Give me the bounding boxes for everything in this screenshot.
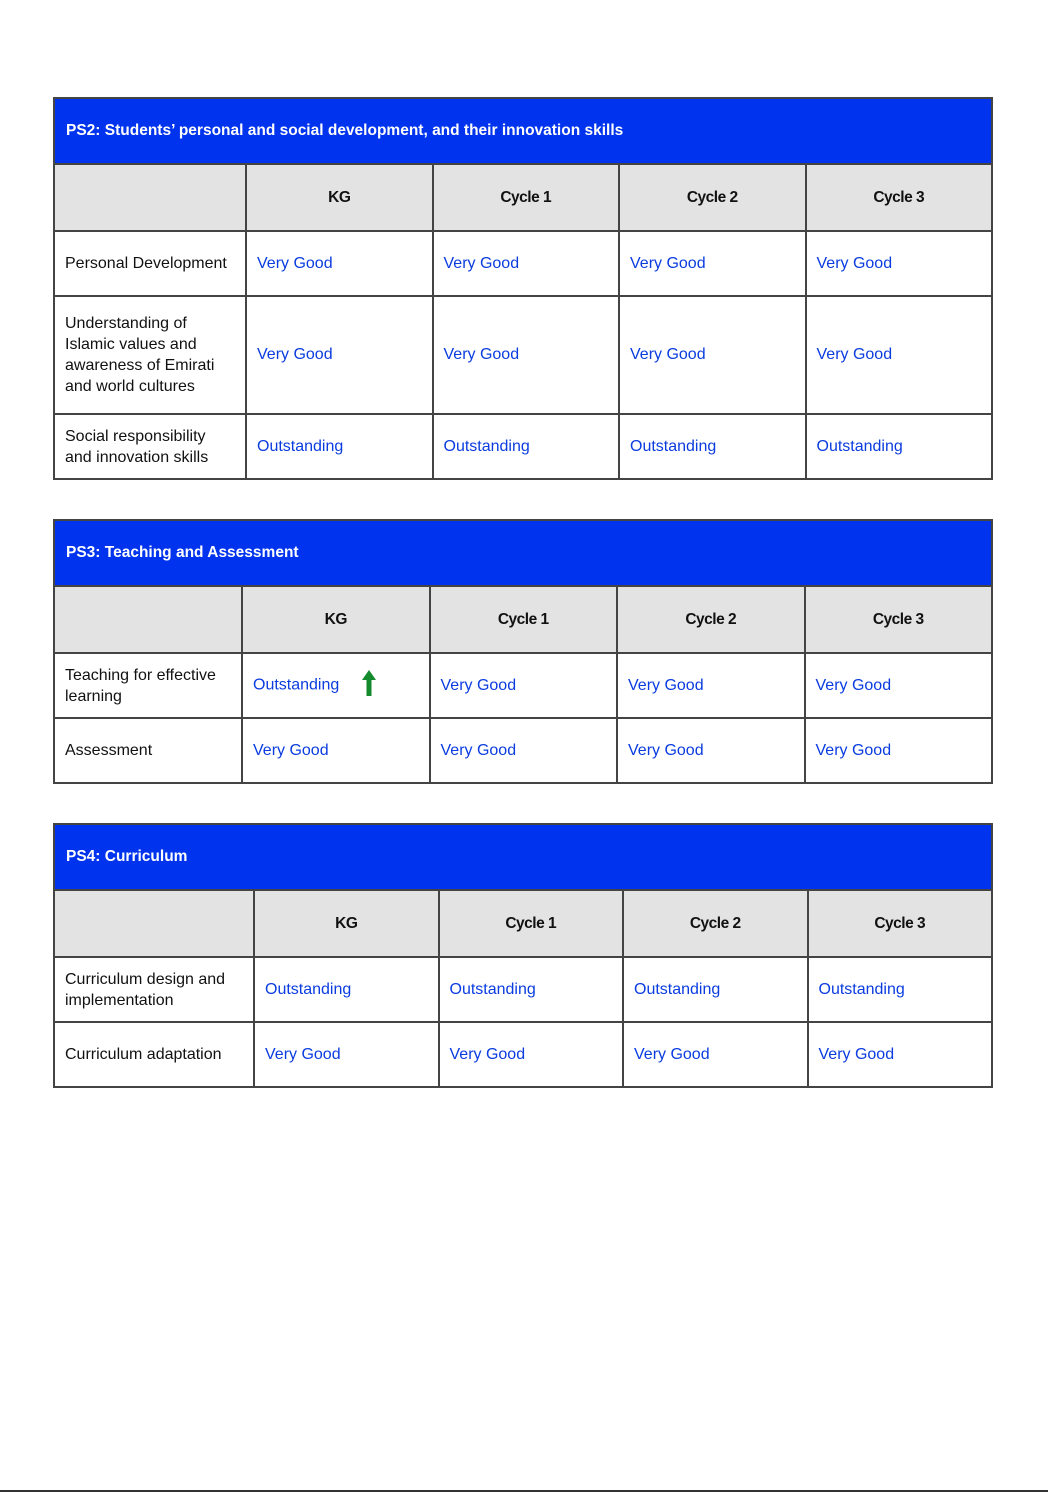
ps3-title: PS3: Teaching and Assessment <box>54 520 992 586</box>
rating-cell: Very Good <box>619 296 806 414</box>
rating-cell: Very Good <box>246 231 433 296</box>
row-label: Personal Development <box>54 231 246 296</box>
rating-cell: Very Good <box>805 653 993 718</box>
ps2-title: PS2: Students’ personal and social development, and their innovation skills <box>54 98 992 164</box>
ps4-title: PS4: Curriculum <box>54 824 992 890</box>
ps3-section <box>53 519 993 784</box>
rating-cell-with-arrow <box>242 653 430 718</box>
row-label: Assessment <box>54 718 242 783</box>
rating-cell: Very Good <box>242 718 430 783</box>
row-label: Social responsibility and innovation skills <box>54 414 246 479</box>
ps2-table <box>53 97 993 480</box>
rating-cell: Outstanding <box>623 957 808 1022</box>
rating-cell: Very Good <box>617 718 805 783</box>
rating-text: Outstanding <box>253 676 340 694</box>
rating-cell: Very Good <box>617 653 805 718</box>
ps4-section <box>53 823 993 1088</box>
ps3-corner <box>54 586 242 653</box>
ps4-corner <box>54 890 254 957</box>
rating-cell: Very Good <box>246 296 433 414</box>
rating-cell: Outstanding <box>246 414 433 479</box>
ps4-col-cycle3: Cycle 3 <box>808 890 993 957</box>
ps3-table <box>53 519 993 784</box>
ps4-table <box>53 823 993 1088</box>
rating-cell: Outstanding <box>619 414 806 479</box>
rating-cell: Outstanding <box>254 957 439 1022</box>
rating-cell: Very Good <box>623 1022 808 1087</box>
ps2-section <box>53 97 993 480</box>
table-row <box>54 414 992 479</box>
rating-cell: Outstanding <box>806 414 993 479</box>
row-label: Curriculum adaptation <box>54 1022 254 1087</box>
rating-cell: Outstanding <box>433 414 620 479</box>
rating-cell: Outstanding <box>808 957 993 1022</box>
table-row <box>54 957 992 1022</box>
ps2-corner <box>54 164 246 231</box>
row-label: Understanding of Islamic values and awareness of Emirati and world cultures <box>54 296 246 414</box>
ps2-col-kg: KG <box>246 164 433 231</box>
rating-cell: Very Good <box>808 1022 993 1087</box>
rating-cell: Very Good <box>806 296 993 414</box>
rating-cell: Very Good <box>619 231 806 296</box>
page-bottom-rule <box>0 1490 1048 1492</box>
table-row <box>54 1022 992 1087</box>
table-row <box>54 296 992 414</box>
row-label: Curriculum design and implementation <box>54 957 254 1022</box>
ps3-col-cycle1: Cycle 1 <box>430 586 618 653</box>
rating-cell: Very Good <box>430 718 618 783</box>
ps3-col-cycle2: Cycle 2 <box>617 586 805 653</box>
rating-cell: Very Good <box>433 231 620 296</box>
ps2-col-cycle2: Cycle 2 <box>619 164 806 231</box>
rating-cell: Outstanding <box>439 957 624 1022</box>
rating-cell: Very Good <box>805 718 993 783</box>
ps3-col-kg: KG <box>242 586 430 653</box>
ps2-col-cycle3: Cycle 3 <box>806 164 993 231</box>
table-row <box>54 231 992 296</box>
ps4-col-cycle2: Cycle 2 <box>623 890 808 957</box>
rating-cell: Very Good <box>433 296 620 414</box>
rating-cell: Very Good <box>254 1022 439 1087</box>
rating-cell: Very Good <box>806 231 993 296</box>
ps4-col-cycle1: Cycle 1 <box>439 890 624 957</box>
arrow-up-icon <box>362 670 376 701</box>
ps3-col-cycle3: Cycle 3 <box>805 586 993 653</box>
ps2-col-cycle1: Cycle 1 <box>433 164 620 231</box>
row-label: Teaching for effective learning <box>54 653 242 718</box>
ps4-col-kg: KG <box>254 890 439 957</box>
rating-cell: Very Good <box>430 653 618 718</box>
table-row <box>54 718 992 783</box>
rating-cell: Very Good <box>439 1022 624 1087</box>
table-row <box>54 653 992 718</box>
